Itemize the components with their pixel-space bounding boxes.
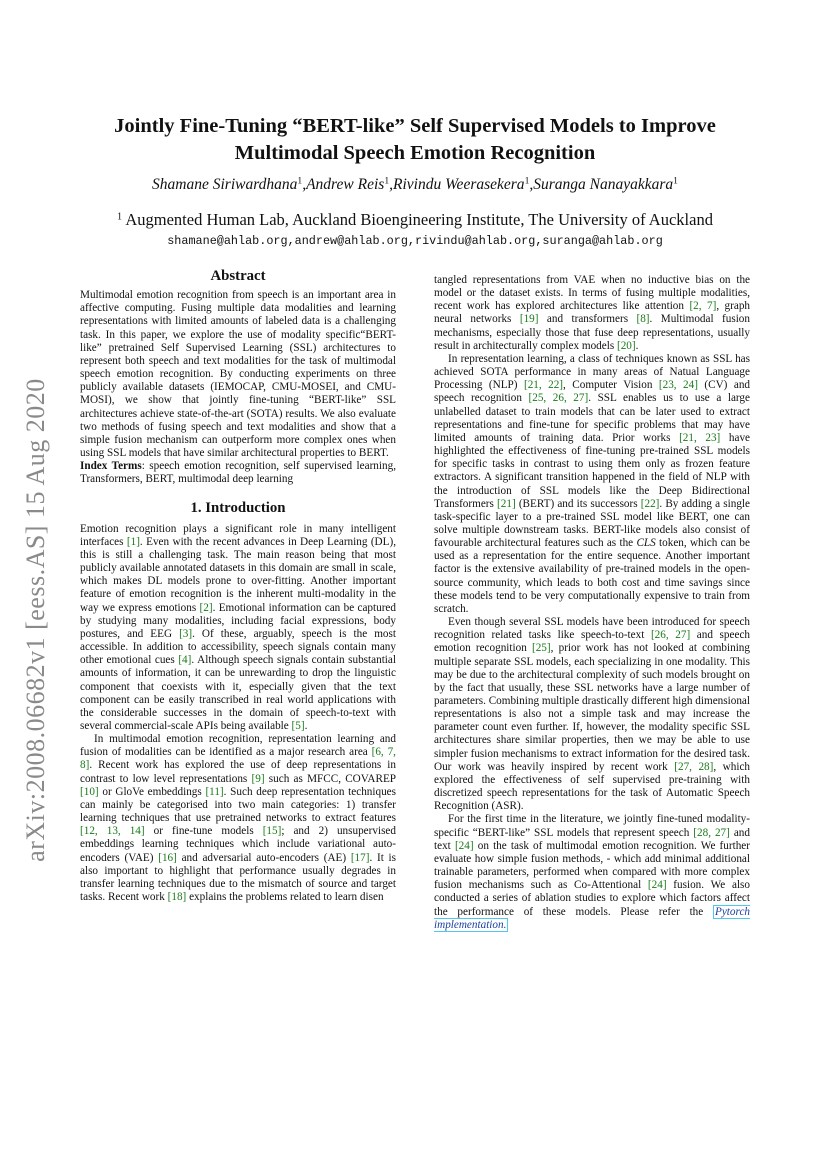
author-name: Andrew Reis: [306, 176, 385, 193]
author-emails: shamane@ahlab.org,andrew@ahlab.org,rivindu@ahlab.org,suranga@ahlab.org: [167, 234, 663, 248]
arxiv-stamp: [6, 340, 66, 900]
intro-paragraph-2-continued: tangled representations from VAE when no inductive bias on the model or the dataset exists. In terms of fusing multiple modalities, recent work has explored architectures like attention [2, 7], graph neural networks [19] and transformers [8]. Multimodal fusion mechanisms, especially those that fuse deep representations, usually result in architecturally complex models [20].: [434, 274, 751, 352]
citation-link[interactable]: [12, 13, 14]: [80, 825, 145, 838]
author-name: Shamane Siriwardhana: [152, 176, 298, 193]
citation-link[interactable]: [20]: [616, 339, 636, 352]
intro-paragraph-1: Emotion recognition plays a significant role in many intelligent interfaces [1]. Even with the recent advances in Deep Learning (DL), this is still a challenging task. The main reason being that most publicly available annotated datasets in this domain are small in scale, which makes DL models prone to over-fitting. Another important feature of emotion recognition is the inherent multi-modality in the way we express emotions [2]. Emotional information can be captured by studying many modalities, including facial expressions, body postures, and EEG [3]. Of these, arguably, speech is the most accessible. In addition to accessibility, speech signals contain many other emotional cues [4]. Although speech signals contain substantial amounts of information, it can be unrewarding to drop the linguistic component that coexists with it, especially given that the text component can be easily transcribed in real world applications with the considerable successes in the domain of speech-to-text with several commercial-scale APIs being available [5].: [80, 522, 396, 732]
paper-title: [80, 113, 750, 167]
citation-link[interactable]: [25]: [531, 642, 551, 655]
abstract-heading: Abstract: [210, 268, 266, 284]
right-column: [434, 274, 750, 932]
arxiv-stamp-text: arXiv:2008.06682v1 [eess.AS] 15 Aug 2020: [21, 378, 50, 862]
affiliation: [80, 210, 750, 230]
citation-link[interactable]: [2]: [199, 601, 213, 614]
citation-link[interactable]: [25, 26, 27]: [528, 392, 589, 405]
citation-link[interactable]: [5]: [291, 720, 305, 732]
citation-link[interactable]: [26, 27]: [650, 629, 691, 642]
author-separator: ,: [389, 176, 393, 193]
author-separator: ,: [529, 176, 534, 193]
citation-link[interactable]: [21, 22]: [523, 379, 564, 392]
citation-link[interactable]: [2, 7]: [689, 300, 717, 313]
citation-link[interactable]: [24]: [647, 879, 667, 892]
math-token: CLS: [636, 537, 656, 550]
index-terms-label: Index Terms: [80, 460, 142, 473]
author-affiliation-sup: 1: [673, 175, 678, 187]
author-name: Suranga Nanayakkara: [533, 176, 674, 193]
citation-link[interactable]: [21, 23]: [679, 431, 721, 444]
citation-link[interactable]: [9]: [251, 772, 265, 785]
citation-link[interactable]: [8]: [636, 313, 650, 326]
author-name: Rivindu Weerasekera: [392, 176, 525, 193]
citation-link[interactable]: [27, 28]: [674, 760, 714, 773]
left-column: [80, 270, 396, 904]
citation-link[interactable]: [17]: [350, 851, 370, 864]
citation-link[interactable]: [11]: [205, 785, 224, 798]
pytorch-implementation-link[interactable]: Pytorch implementation.: [434, 905, 750, 931]
index-terms-text: : speech emotion recognition, self supervised learning, Transformers, BERT, multimodal deep learning: [80, 460, 396, 486]
affiliation-text: Augmented Human Lab, Auckland Bioengineering Institute, The University of Auckland: [125, 210, 713, 229]
index-terms: [80, 460, 396, 486]
citation-link[interactable]: [28, 27]: [693, 826, 730, 839]
author-affiliation-sup: 1: [297, 175, 303, 187]
citation-link[interactable]: [23, 24]: [658, 379, 698, 392]
author-affiliation-sup: 1: [384, 175, 390, 187]
citation-link[interactable]: [24]: [454, 839, 474, 852]
citation-link[interactable]: [10]: [80, 785, 99, 798]
author-separator: ,: [302, 176, 307, 193]
citation-link[interactable]: [15]: [262, 825, 282, 838]
intro-paragraph-5: For the first time in the literature, we jointly fine-tuned modality-specific “BERT-like” SSL models that represent speech [28, 27] and text [24] on the task of multimodal emotion recognition. We further evaluate how simple fusion methods, - which add minimal additional trainable parameters, performed when compared with more complex fusion mechanisms such as Co-Attentional [24] fusion. We also conducted a series of ablation studies to explore which factors affect the performance of these models. Please refer the Pytorch implementation.: [434, 813, 750, 931]
citation-link[interactable]: [1]: [126, 535, 140, 548]
abstract-body: Multimodal emotion recognition from speech is an important area in affective computing. Fusing multiple data modalities and learning representations with limited amounts of labeled data is a challenging task. In this paper, we explore the use of modality specific“BERT-like” pretrained Self Supervised Learning (SSL) architectures to represent both speech and text modalities for the task of multimodal speech emotion recognition. By conducting experiments on three publicly available datasets (IEMOCAP, CMU-MOSEI, and CMU-MOSI), we show that jointly fine-tuning “BERT-like” SSL architectures achieve state-of-the-art (SOTA) results. We also evaluate two methods of fusing speech and text modalities and show that a simple fusion mechanism can outperform more complex ones when using SSL models that have similar architectural properties to BERT.: [80, 289, 396, 460]
citation-link[interactable]: [22]: [640, 497, 660, 510]
author-list: [80, 176, 750, 194]
citation-link[interactable]: [21]: [497, 497, 516, 510]
affiliation-sup: 1: [117, 211, 123, 223]
intro-paragraph-3: In representation learning, a class of techniques known as SSL has achieved SOTA performance in many areas of Natual Language Processing (NLP) [21, 22], Computer Vision [23, 24] (CV) and speech recognition [25, 26, 27]. SSL enables us to use a large unlabelled dataset to train models that can be later used to extract representations and fine-tune for specific problems that may have limited amounts of training data. Prior works [21, 23] have highlighted the effectiveness of fine-tuning pre-trained SSL models for specific tasks in contrast to using them only as frozen feature extractors. A significant transition happened in the field of NLP with the introduction of SSL models like the Deep Bidirectional Transformers [21] (BERT) and its successors [22]. By adding a single task-specific layer to a pre-trained SSL model like BERT, one can solve multiple downstream tasks. BERT-like models also consist of favourable architectural features such as the CLS token, which can be used as a representation for the entire sequence. Another important factor is the extensive availability of pre-trained models in the open-source community, which leads to both cost and time savings since these models tend to be very computationally expensive to train from scratch.: [434, 352, 751, 615]
citation-link[interactable]: [19]: [519, 313, 539, 326]
citation-link[interactable]: [16]: [158, 851, 177, 864]
intro-paragraph-4: Even though several SSL models have been introduced for speech recognition related tasks like speech-to-text [26, 27] and speech emotion recognition [25], prior work has not looked at combining multiple separate SSL models, each specializing in one modality. This may be due to the architectural complexity of such models brought on by the fact that usually, these SSL networks have a large number of parameters. Combining multiple drastically different high dimensional representations is also not a simple task and may increase the parameter count even further. If, however, the modality specific SSL architectures share similar properties, then we may be able to use simpler fusion mechanisms to extract information for the desired task. Our work was heavily inspired by recent work [27, 28], which explored the effectiveness of self supervised pre-training with discretized speech representations for the task of Automatic Speech Recognition (ASR).: [434, 616, 751, 813]
author-affiliation-sup: 1: [524, 175, 530, 187]
citation-link[interactable]: [6, 7, 8]: [80, 746, 396, 772]
citation-link[interactable]: [18]: [167, 891, 187, 904]
intro-paragraph-2: In multimodal emotion recognition, representation learning and fusion of modalities can be identified as a major research area [6, 7, 8]. Recent work has explored the use of deep representations in contrast to low level representations [9] such as MFCC, COVAREP [10] or GloVe embeddings [11]. Such deep representation techniques can mainly be categorised into two main categories: 1) transfer learning techniques that use pretrained networks to extract features [12, 13, 14] or fine-tune models [15]; and 2) unsupervised embeddings learning techniques which include variational auto-encoders (VAE) [16] and adversarial auto-encoders (AE) [17]. It is also important to highlight that performance usually degrades in transfer learning techniques due to the mismatch of source and target tasks. Recent work [18] explains the problems related to learn disen: [80, 733, 396, 904]
title-line-1: Jointly Fine-Tuning “BERT-like” Self Supervised Models to Improve: [114, 115, 716, 137]
intro-heading: 1. Introduction: [190, 499, 286, 516]
citation-link[interactable]: [4]: [178, 654, 192, 667]
citation-link[interactable]: [3]: [179, 627, 193, 640]
title-line-2: Multimodal Speech Emotion Recognition: [234, 142, 596, 164]
